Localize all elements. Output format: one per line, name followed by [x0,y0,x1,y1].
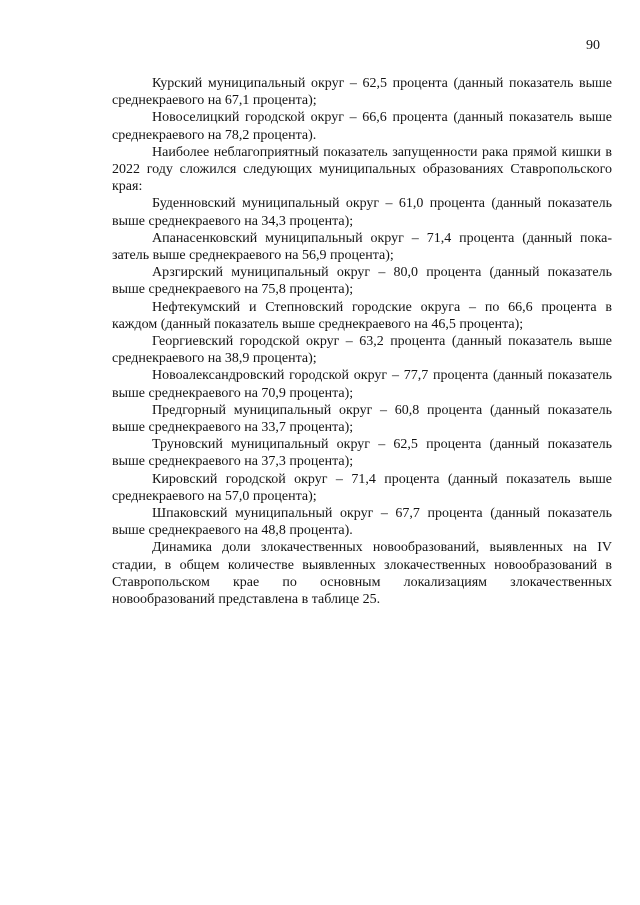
paragraph-budennovsky: Буденновский муниципальный округ – 61,0 процента (данный показатель выше среднекраевого на 34,3 процента); [112,196,612,229]
paragraph-rectal-cancer-intro: Наиболее неблагоприятный показатель запущенности рака прямой кишки в 2022 году сложился следующих муниципальных образованиях Ставропольского края: [112,144,612,195]
paragraph-apanasenkovsky: Апанасенковский муниципальный округ – 71,4 процента (данный показатель выше среднекраевого на 56,9 процента); [112,230,612,264]
paragraph-kursky: Курский муниципальный округ – 62,5 процента (данный показатель выше среднекраевого на 67,1 процента); [112,76,612,109]
document-body [112,75,612,608]
paragraph-trunovsky: Труновский муниципальный округ – 62,5 процента (данный показатель выше среднекраевого на 37,3 процента); [112,437,612,470]
paragraph-novoaleksandrovsky: Новоалександровский городской округ – 77,7 процента (данный показатель выше среднекраевого на 70,9 процента); [112,368,612,401]
paragraph-novoselitsky: Новоселицкий городской округ – 66,6 процента (данный показатель выше среднекраевого на 78,2 процента). [112,110,612,143]
paragraph-shpakovsky: Шпаковский муниципальный округ – 67,7 процента (данный показатель выше среднекраевого на 48,8 процента). [112,506,612,539]
paragraph-kirovsky: Кировский городской округ – 71,4 процента (данный показатель выше среднекраевого на 57,0 процента); [112,471,612,504]
paragraph-predgorny: Предгорный муниципальный округ – 60,8 процента (данный показатель выше среднекраевого на 33,7 процента); [112,402,612,436]
paragraph-arzgirsky: Арзгирский муниципальный округ – 80,0 процента (данный показатель выше среднекраевого на 75,8 процента); [112,265,612,298]
page-number: 90 [586,38,600,53]
paragraph-georgievsky: Георгиевский городской округ – 63,2 процента (данный показатель выше среднекраевого на 38,9 процента); [112,334,612,367]
paragraph-dynamics-table-25: Динамика доли злокачественных новообразований, выявленных на IV стадии, в общем количестве выявленных злокачественных новообразований в Ставропольском крае по основным локализациям злокачественных новообразований представлена в таблице 25. [112,540,612,608]
paragraph-neftekumsky-stepnovsky: Нефтекумский и Степновский городские округа – по 66,6 процента в каждом (данный показатель выше среднекраевого на 46,5 процента); [112,299,612,332]
